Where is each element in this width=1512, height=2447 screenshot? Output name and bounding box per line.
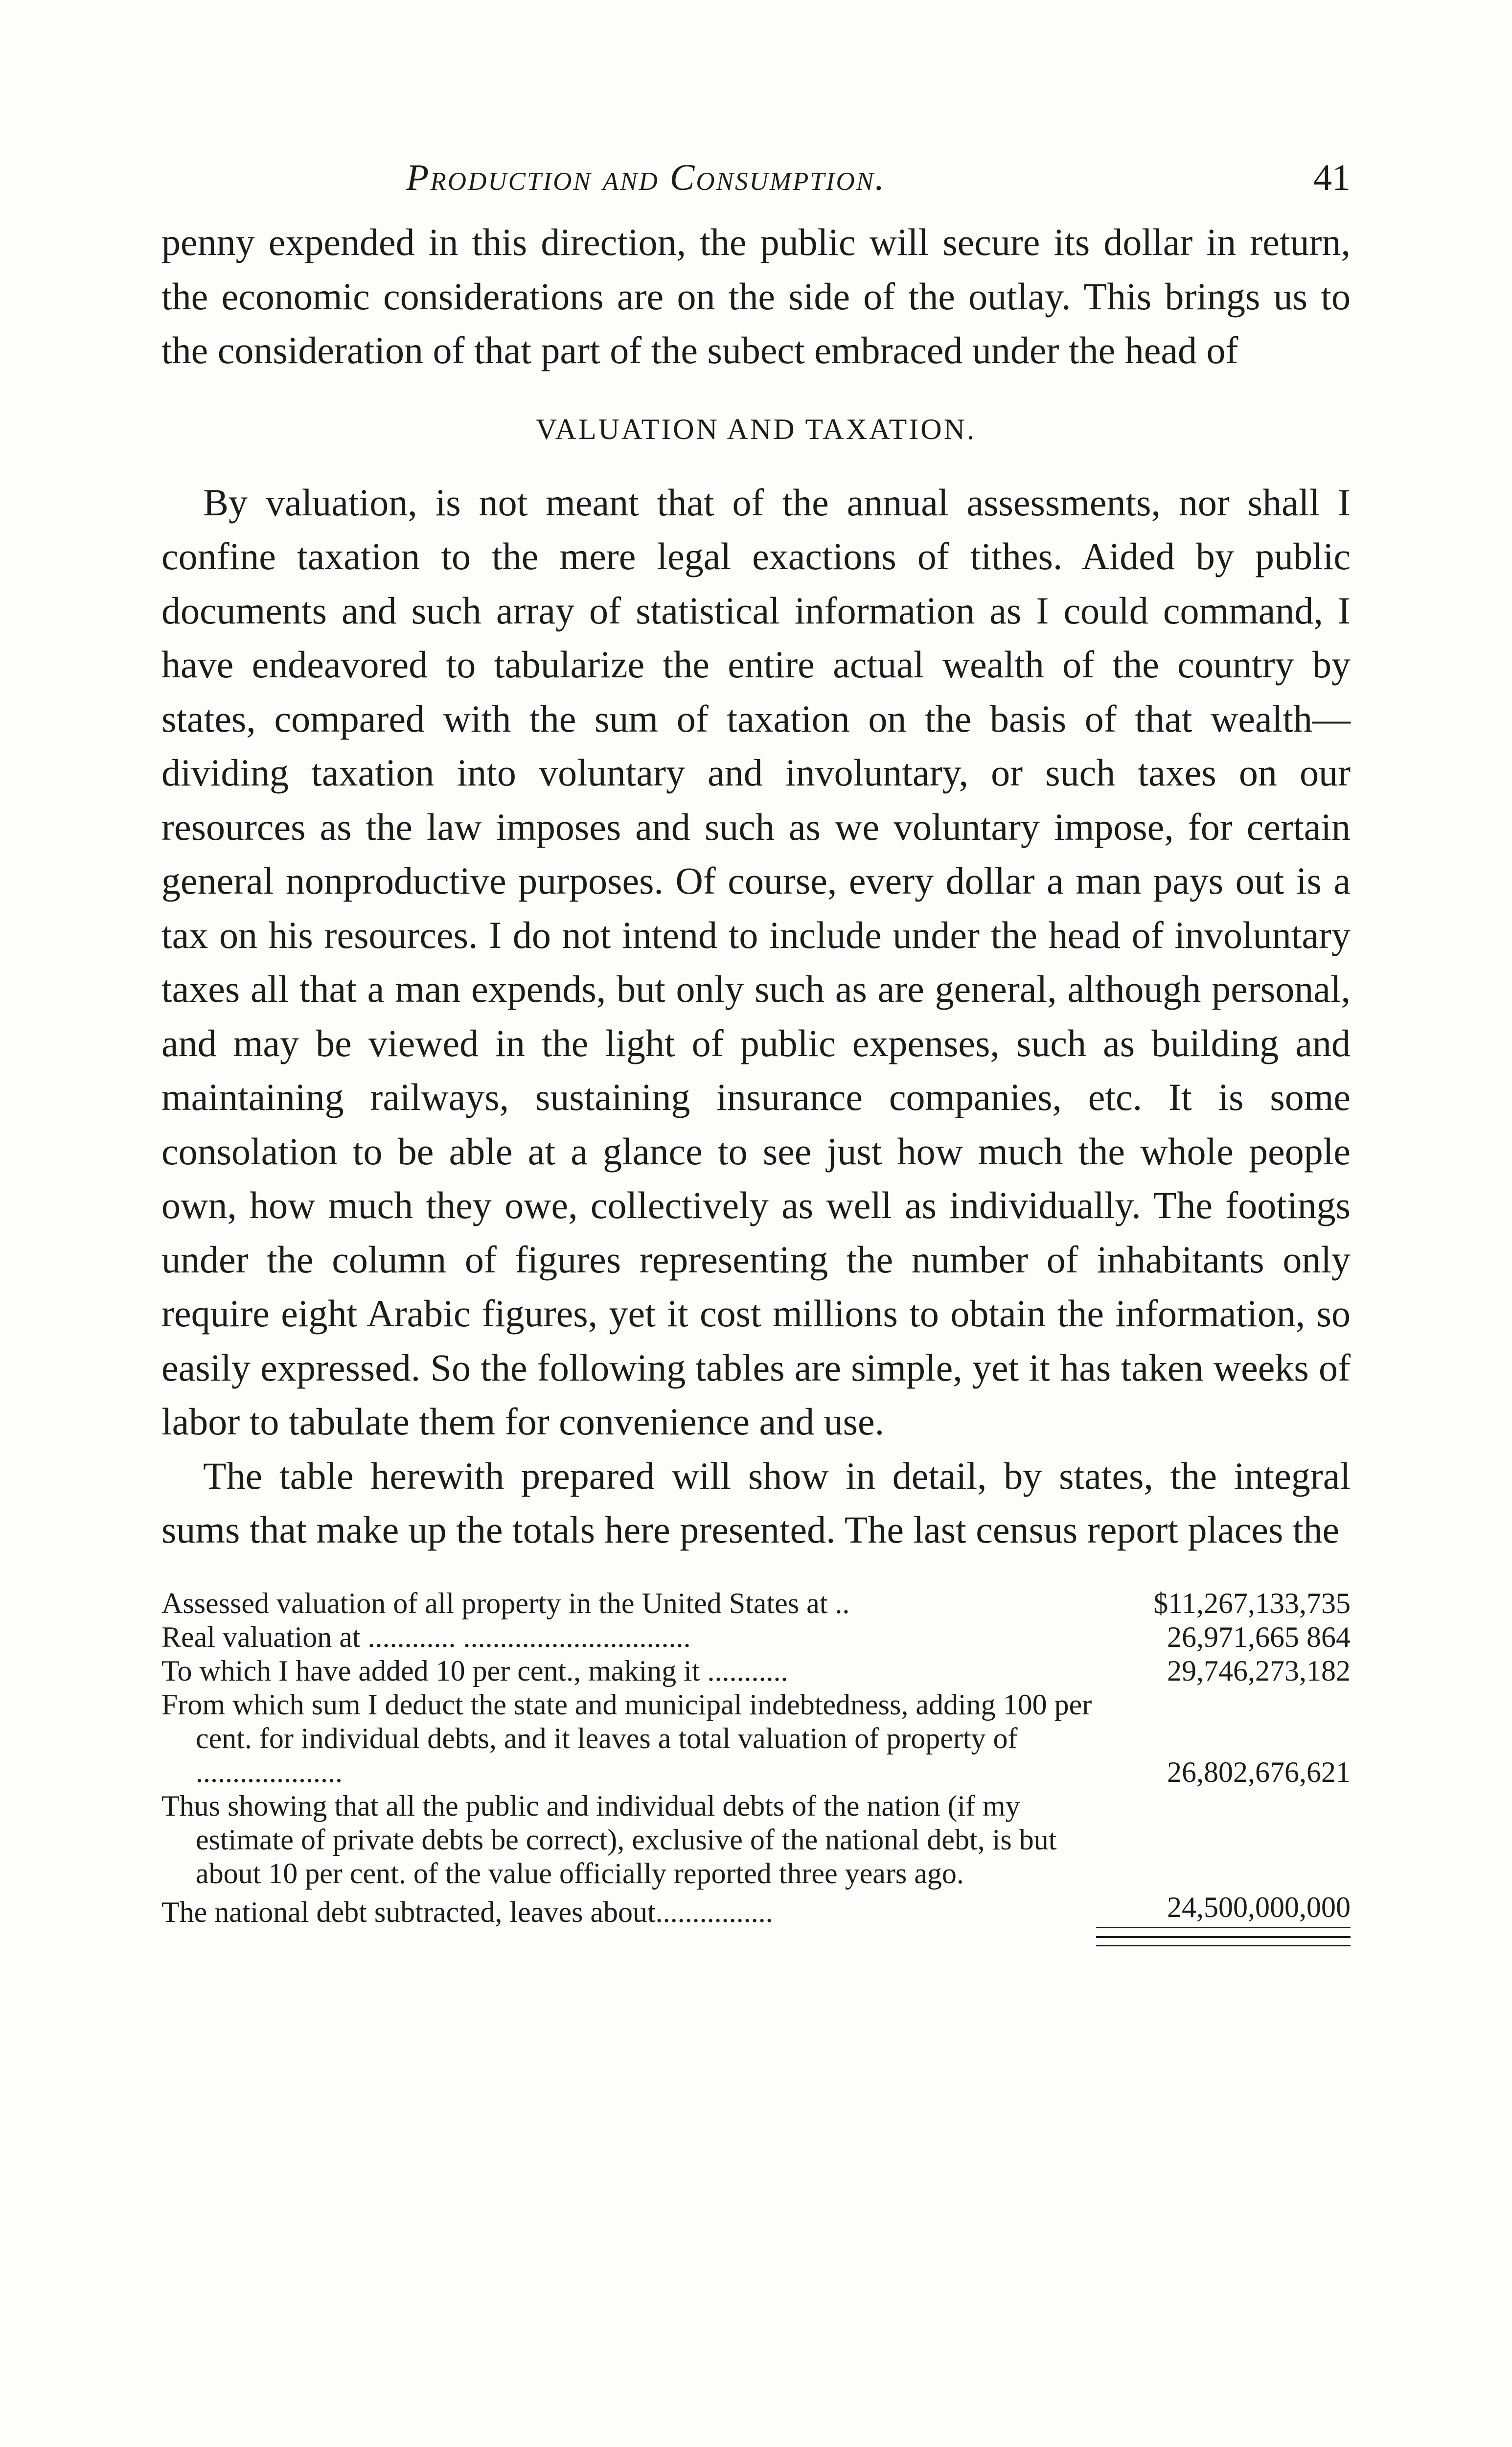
paragraph-3: The table herewith prepared will show in detail, by states, the integral sums that make up the totals here presented. The last census report places the [161, 1454, 1351, 1551]
ledger-description: Assessed valuation of all property in the United States at .. [161, 1587, 850, 1619]
section-heading: VALUATION AND TAXATION. [536, 413, 976, 445]
running-head [161, 147, 1351, 215]
ledger-amount: $11,267,133,735 [1153, 1587, 1351, 1619]
ledger-row-total [161, 1891, 1351, 1929]
total-double-rule [1096, 1936, 1351, 1946]
ledger-amount-total: 24,500,000,000 [1096, 1891, 1351, 1929]
book-page [161, 147, 1351, 1946]
ledger-description: From which sum I deduct the state and municipal indebtedness, adding 100 per cent. for individual debts, and it leaves a total valuation of property of .................... [161, 1688, 1092, 1788]
paragraph-2: By valuation, is not meant that of the annual assessments, nor shall I confine taxation to the mere legal exactions of tithes. Aided by public documents and such array of statistical information as I could command, I have endeavored to tabularize the entire actual wealth of the country by states, compared with the sum of taxation on the basis of that wealth—dividing taxation into voluntary and involuntary, or such taxes on our resources as the law imposes and such as we voluntary impose, for certain general nonproductive purposes. Of course, every dollar a man pays out is a tax on his resources. I do not intend to include under the head of involuntary taxes all that a man expends, but only such as are general, although personal, and may be viewed in the light of public expenses, such as building and maintaining railways, sustaining insurance companies, etc. It is some consolation to be able at a glance to see just how much the whole people own, how much they owe, collectively as well as individually. The footings under the column of figures representing the number of inhabitants only require eight Arabic figures, yet it cost millions to obtain the information, so easily expressed. So the following tables are simple, yet it has taken weeks of labor to tabulate them for convenience and use. [161, 481, 1351, 1443]
ledger-row [161, 1654, 1351, 1688]
ledger-row [161, 1789, 1351, 1891]
ledger-description: Thus showing that all the public and individual debts of the nation (if my estimate of private debts be correct), exclusive of the national debt, is but about 10 per cent. of the value officially reported three years ago. [161, 1789, 1057, 1890]
ledger-amount: 29,746,273,182 [1167, 1654, 1351, 1687]
ledger-row [161, 1587, 1351, 1620]
ledger-amount: 26,802,676,621 [1167, 1755, 1351, 1788]
ledger-description: The national debt subtracted, leaves about................ [161, 1895, 773, 1928]
paragraph-1: penny expended in this direction, the public will secure its dollar in return, the economic considerations are on the side of the outlay. This brings us to the consideration of that part of the subect embraced under the head of [161, 221, 1351, 371]
ledger-description: To which I have added 10 per cent., making it ........... [161, 1654, 788, 1687]
ledger-row [161, 1688, 1351, 1789]
ledger-description: Real valuation at ............ ............................... [161, 1620, 691, 1653]
valuation-ledger [161, 1587, 1351, 1946]
page-number: 41 [1313, 157, 1351, 198]
ledger-row [161, 1620, 1351, 1654]
ledger-amount: 26,971,665 864 [1167, 1620, 1351, 1653]
running-title: Production and Consumption. [406, 157, 886, 198]
